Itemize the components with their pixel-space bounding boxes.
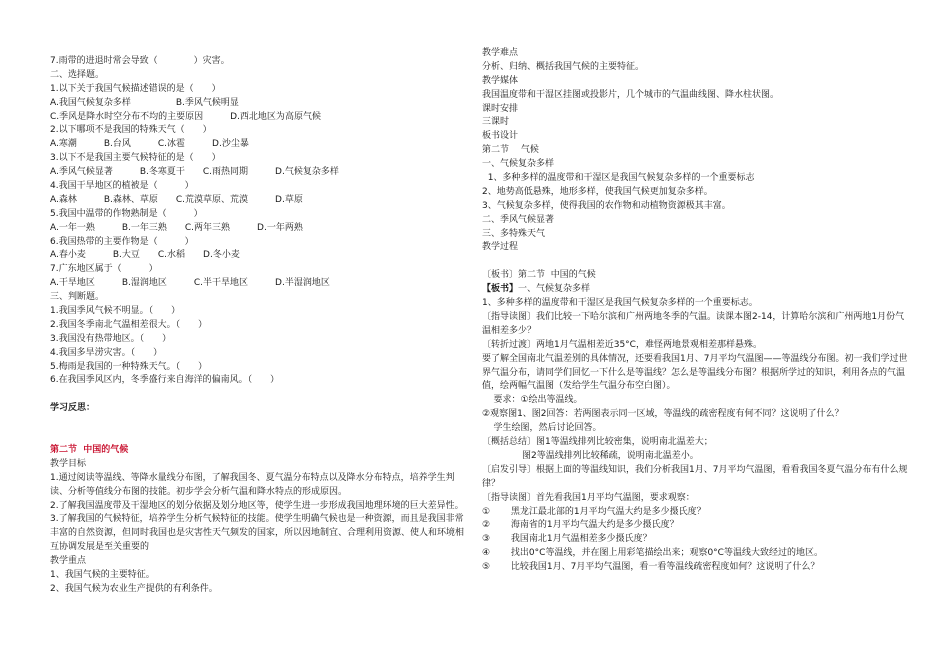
- text-line: 3、气候复杂多样，使得我国的农作物和动植物资源极其丰富。: [482, 200, 731, 211]
- text-line: 三、多特殊天气: [482, 228, 546, 239]
- text-line: A.一年一熟 B.一年三熟 C.两年三熟 D.一年两熟: [50, 222, 303, 233]
- text-line: 1.以下关于我国气候描述错误的是（ ）: [50, 83, 221, 94]
- process-line: 要了解全国南北气温差别的具体情况，还要看我国1月、7月平均气温图——等温线分布图。初一我们学过世界气温分布，请同学们回忆一下什么是等温线？怎么是等温线分布图？根据所学过的知识，利用各点的气温值，绘两幅气温图（发给学生气温分布空白图）。: [482, 353, 908, 392]
- process-line: ② 海南省的1月平均气温大约是多少摄氏度？: [482, 520, 679, 531]
- objective-item: 3.了解我国的气候特征，培养学生分析气候特征的技能。使学生明确气候也是一种资源，而且是我国非常丰富的自然资源，但同时我国也是灾害性天气频发的国家，所以因地制宜、合理利用资源、使人和环境相互协调发展是至关重要的: [50, 514, 465, 553]
- process-line: 学生绘图，然后讨论回答。: [482, 423, 602, 434]
- text-line: 教学难点: [482, 48, 519, 58]
- text-line: A.春小麦 B.大豆 C.水稻 D.冬小麦: [50, 250, 240, 261]
- process-line: 〔转折过渡〕两地1月气温相差近35°C，难怪两地景观相差那样悬殊。: [482, 339, 762, 350]
- text-line: 教学媒体: [482, 75, 519, 86]
- process-line: 〔概括总结〕图1等温线排列比较密集，说明南北温差大；: [482, 437, 713, 448]
- text-line: A.干旱地区 B.湿润地区 C.半干旱地区 D.半湿润地区: [50, 278, 330, 289]
- text-line: 7.雨带的进退时常会导致（ ）灾害。: [50, 56, 230, 66]
- process-line: ④ 找出0°C等温线，并在图上用彩笔描绘出来；观察0°C等温线大致经过的地区。: [482, 548, 823, 559]
- text-line: 我国温度带和干湿区挂图或投影片，几个城市的气温曲线图、降水柱状图。: [482, 89, 780, 100]
- lesson-plan-list: [482, 47, 912, 255]
- process-line: 要求：①绘出等温线。: [482, 395, 583, 406]
- text-line: A.我国气候复杂多样 B.季风气候明显: [50, 97, 239, 108]
- text-line: 第二节 气候: [482, 145, 539, 156]
- text-line: 二、季风气候显著: [482, 214, 555, 225]
- process-line: ③ 我国南北1月气温相差多少摄氏度？: [482, 534, 652, 545]
- text-line: 2、地势高低悬殊，地形多样，使我国气候更加复杂多样。: [482, 186, 713, 197]
- process-line: 〔指导读图〕我们比较一下哈尔滨和广州两地冬季的气温。读课本图2-14，计算哈尔滨和广州两地1月份气温相差多少？: [482, 311, 905, 336]
- text-line: 板书设计: [482, 131, 519, 142]
- text-line: 4.我国多旱涝灾害。（ ）: [50, 347, 163, 358]
- exercise-list: [50, 55, 470, 388]
- text-line: A.森林 B.森林、草原 C.荒漠草原、荒漠 D.草原: [50, 194, 303, 205]
- text-line: 2.我国冬季南北气温相差很大。（ ）: [50, 319, 208, 330]
- text-line: 1.我国季风气候不明显。（ ）: [50, 306, 181, 317]
- process-line: ②观察图1、图2回答：若两图表示同一区域，等温线的疏密程度有何不同？这说明了什么？: [482, 409, 844, 420]
- text-line: 2.以下哪项不是我国的特殊天气（ ）: [50, 125, 212, 136]
- key-points-heading: 教学重点: [50, 556, 87, 567]
- text-line: 7.广东地区属于（ ）: [50, 264, 158, 275]
- text-line: 5.我国中温带的作物熟制是（ ）: [50, 208, 203, 219]
- text-line: 三、判断题。: [50, 292, 105, 303]
- text-line: A.寒潮 B.台风 C.冰雹 D.沙尘暴: [50, 139, 249, 150]
- process-line: 【板书】一、气候复杂多样: [482, 284, 591, 295]
- objective-item: 1.通过阅读等温线、等降水量线分布图，了解我国冬、夏气温分布特点以及降水分布特点，培养学生判读、分析等值线分布图的技能。初步学会分析气温和降水特点的形成原因。: [50, 472, 455, 497]
- text-line: 课时安排: [482, 103, 519, 114]
- reflection-heading: 学习反思：: [50, 403, 96, 414]
- text-line: 教学过程: [482, 242, 519, 253]
- process-line: 〔启发引导〕根据上面的等温线知识，我们分析我国1月、7月平均气温图，看看我国冬夏气温分布有什么规律？: [482, 464, 908, 489]
- section-title: 第二节 中国的气候: [50, 444, 129, 455]
- text-line: 3.以下不是我国主要气候特征的是（ ）: [50, 153, 221, 164]
- text-line: 二、选择题。: [50, 69, 105, 80]
- process-line: 1、多种多样的温度带和干湿区是我国气候复杂多样的一个重要标志。: [482, 298, 758, 309]
- teaching-process: [482, 269, 912, 575]
- text-line: 6.我国热带的主要作物是（ ）: [50, 236, 194, 247]
- text-line: 分析、归纳、概括我国气候的主要特征。: [482, 61, 645, 72]
- key-points-list: [50, 569, 470, 597]
- text-line: 3.我国没有热带地区。（ ）: [50, 333, 172, 344]
- text-line: 4.我国干旱地区的植被是（ ）: [50, 181, 194, 192]
- left-column: [50, 55, 470, 597]
- text-line: 一、气候复杂多样: [482, 159, 555, 170]
- text-line: 1、多种多样的温度带和干湿区是我国气候复杂多样的一个重要标志: [482, 173, 755, 184]
- process-line: ① 黑龙江最北部的1月平均气温大约是多少摄氏度？: [482, 506, 706, 517]
- objectives-list: [50, 472, 470, 555]
- process-line: 图2等温线排列比较稀疏，说明南北温差小。: [482, 450, 699, 461]
- right-column: [482, 47, 912, 575]
- text-line: 三课时: [482, 117, 510, 128]
- text-line: A.季风气候显著 B.冬寒夏干 C.雨热同期 D.气候复杂多样: [50, 167, 339, 178]
- text-line: 5.梅雨是我国的一种特殊天气。（ ）: [50, 361, 208, 372]
- text-line: 6.在我国季风区内，冬季盛行来自海洋的偏南风。（ ）: [50, 375, 280, 386]
- objectives-heading: 教学目标: [50, 458, 87, 469]
- objective-item: 2.了解我国温度带及干湿地区的划分依据及划分地区等，使学生进一步形成我国地理环境的巨大差异性。: [50, 500, 464, 511]
- process-line: 〔板书〕第二节 中国的气候: [482, 270, 596, 281]
- key-point-item: 1、我国气候的主要特征。: [50, 570, 155, 581]
- process-line: ⑤ 比较我国1月、7月平均气温图，看一看等温线疏密程度如何？这说明了什么？: [482, 562, 820, 573]
- text-line: C.季风是降水时空分布不均的主要原因 D.西北地区为高原气候: [50, 111, 321, 122]
- key-point-item: 2、我国气候为农业生产提供的有利条件。: [50, 583, 218, 594]
- process-line: 〔指导读图〕首先看我国1月平均气温图，要求观察：: [482, 492, 695, 503]
